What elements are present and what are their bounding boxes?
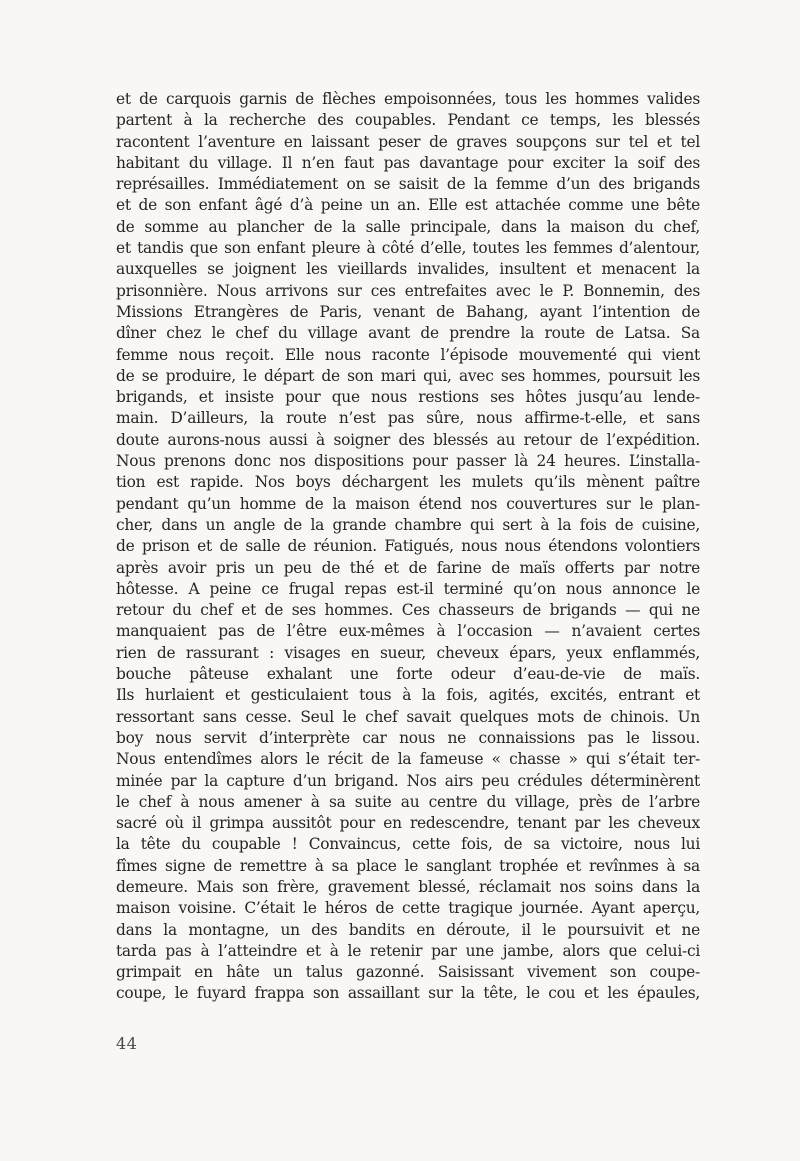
text-line: ressortant sans cesse. Seul le chef savait quelques mots de chinois. Un xyxy=(116,707,700,726)
text-line: hôtesse. A peine ce frugal repas est-il terminé qu’on nous annonce le xyxy=(116,579,700,598)
text-line: manquaient pas de l’être eux-mêmes à l’occasion — n’avaient certes xyxy=(116,622,700,641)
text-line: fîmes signe de remettre à sa place le sanglant trophée et revînmes à sa xyxy=(116,856,700,875)
text-line: Nous prenons donc nos dispositions pour passer là 24 heures. L’installa- xyxy=(116,452,700,471)
page-number: 44 xyxy=(116,1034,138,1053)
text-line: dîner chez le chef du village avant de prendre la route de Latsa. Sa xyxy=(116,324,700,343)
text-line: minée par la capture d’un brigand. Nos airs peu crédules déterminèrent xyxy=(116,771,700,790)
text-line: rien de rassurant : visages en sueur, cheveux épars, yeux enflammés, xyxy=(116,643,700,662)
text-line: partent à la recherche des coupables. Pendant ce temps, les blessés xyxy=(116,111,700,130)
text-line: tion est rapide. Nos boys déchargent les mulets qu’ils mènent paître xyxy=(116,473,700,492)
text-line: sacré où il grimpa aussitôt pour en redescendre, tenant par les cheveux xyxy=(116,814,700,833)
text-line: Nous entendîmes alors le récit de la fameuse « chasse » qui s’était ter- xyxy=(116,750,700,769)
text-line: grimpait en hâte un talus gazonné. Saisissant vivement son coupe- xyxy=(116,963,700,982)
text-line: représailles. Immédiatement on se saisit de la femme d’un des brigands xyxy=(116,175,700,194)
text-line: maison voisine. C’était le héros de cette tragique journée. Ayant aperçu, xyxy=(116,899,700,918)
text-line: main. D’ailleurs, la route n’est pas sûre, nous affirme-t-elle, et sans xyxy=(116,409,700,428)
text-line: pendant qu’un homme de la maison étend nos couvertures sur le plan- xyxy=(116,494,700,513)
text-line: et de carquois garnis de flèches empoisonnées, tous les hommes valides xyxy=(116,90,700,108)
text-line: habitant du village. Il n’en faut pas davantage pour exciter la soif des xyxy=(116,153,700,172)
text-line: de somme au plancher de la salle principale, dans la maison du chef, xyxy=(116,217,700,236)
text-line: boy nous servit d’interprète car nous ne connaissions pas le lissou. xyxy=(116,728,700,747)
text-line: auxquelles se joignent les vieillards invalides, insultent et menacent la xyxy=(116,260,700,279)
text-line: femme nous reçoit. Elle nous raconte l’épisode mouvementé qui vient xyxy=(116,345,700,364)
text-line: retour du chef et de ses hommes. Ces chasseurs de brigands — qui ne xyxy=(116,601,700,620)
body-text xyxy=(116,89,700,1005)
text-line: racontent l’aventure en laissant peser de graves soupçons sur tel et tel xyxy=(116,132,700,151)
text-line: et de son enfant âgé d’à peine un an. Elle est attachée comme une bête xyxy=(116,196,700,215)
text-line: de prison et de salle de réunion. Fatigués, nous nous étendons volontiers xyxy=(116,537,700,556)
text-line: Missions Etrangères de Paris, venant de Bahang, ayant l’intention de xyxy=(116,302,700,321)
text-line: doute aurons-nous aussi à soigner des blessés au retour de l’expédition. xyxy=(116,430,700,449)
text-line: le chef à nous amener à sa suite au centre du village, près de l’arbre xyxy=(116,792,700,811)
text-line: demeure. Mais son frère, gravement blessé, réclamait nos soins dans la xyxy=(116,877,700,896)
text-line: la tête du coupable ! Convaincus, cette fois, de sa victoire, nous lui xyxy=(116,835,700,854)
text-line: brigands, et insiste pour que nous restions ses hôtes jusqu’au lende- xyxy=(116,388,700,407)
text-line: Ils hurlaient et gesticulaient tous à la fois, agités, excités, entrant et xyxy=(116,686,700,705)
text-line: coupe, le fuyard frappa son assaillant sur la tête, le cou et les épaules, xyxy=(116,984,700,1003)
text-line: tarda pas à l’atteindre et à le retenir par une jambe, alors que celui-ci xyxy=(116,941,700,960)
text-line: après avoir pris un peu de thé et de farine de maïs offerts par notre xyxy=(116,558,700,577)
text-line: de se produire, le départ de son mari qui, avec ses hommes, poursuit les xyxy=(116,366,700,385)
text-line: dans la montagne, un des bandits en déroute, il le poursuivit et ne xyxy=(116,920,700,939)
text-line: prisonnière. Nous arrivons sur ces entrefaites avec le P. Bonnemin, des xyxy=(116,281,700,300)
text-line: et tandis que son enfant pleure à côté d’elle, toutes les femmes d’alentour, xyxy=(116,239,700,258)
text-line: cher, dans un angle de la grande chambre qui sert à la fois de cuisine, xyxy=(116,515,700,534)
text-line: bouche pâteuse exhalant une forte odeur d’eau-de-vie de maïs. xyxy=(116,665,700,684)
